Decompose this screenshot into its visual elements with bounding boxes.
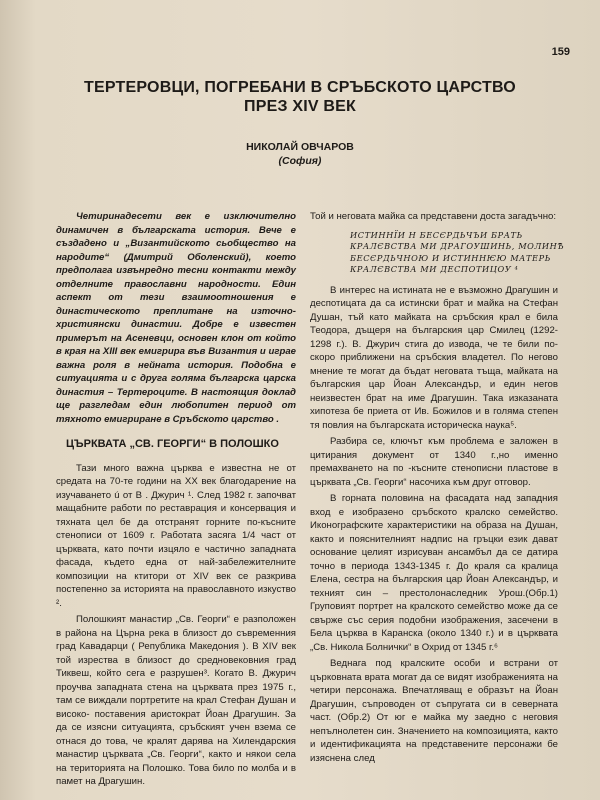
abstract: [56, 210, 296, 426]
inscription-line-2: КРАЛЄВСТВА МИ ДРАГОУШИНЬ, МОЛИНѢ: [350, 241, 565, 251]
inscription-quote: [350, 229, 565, 276]
right-paragraph-4: Веднага под кралските особи и встрани от църковната врата могат да се видят изображенията на четири персонажа. Впечатляващ е образът на Йоан Драгушин, съпроводен от съпругата си в северната част. (Обр.2) От юг е майка му заедно с неговия непълнолетен син. Значението на композицията, както и идентификацията на представените персонажи бе изяснена след: [310, 658, 558, 764]
left-paragraph-2: Полошкият манастир „Св. Георги“ е разположен в района на Църна река в близост до съвременния град Кавадарци ( Република Македония ). В XIV век той изрества в близост до средновековния град Тиквеш, който сега е разрушен³. Когато В. Джурич проучва западната стена на църквата през 1975 г., там се виждали портретите на крал Стефан Душан и високо- поставения аристократ Йоан Драгушин. За да се изясни ситуацията, сръбският учен взема се отнася до това, че кралят дарява на Хилендарския манастир църквата „Св. Георги“, както и някои села на територията на Полошко. Това било по молба и в памет на Драгушин.: [56, 614, 296, 787]
author-affiliation: (София): [278, 155, 322, 167]
right-paragraph-1: В интерес на истината не е възможно Драгушин и деспотицата да са истински брат и майка на Стефан Душан, тъй като майката на сръбския крал е била Теодора, дъщеря на българския цар Смилец (1292-1298 г.). В. Джурич стига до извода, че те били по-скоро приближени на сръбския владетел. По негово мнение те могат да бъдат неговата тъща, майката на българския цар Йоан Александър, и един негов неизвестен брат на име Драгушин. Така изказаната хипотеза бе приета от Ив. Божилов и в голяма степен тя повлия на българската историческа наука⁵.: [310, 284, 558, 431]
section-heading: ЦЪРКВАТА „СВ. ГЕОРГИ“ В ПОЛОШКО: [66, 438, 279, 450]
left-column: [56, 210, 296, 792]
inscription-line-1: ИСТИННЇИ Н БЕСЄРДЬЧЪИ БРАТЬ: [350, 229, 523, 240]
title-line-2: ПРЕЗ XIV ВЕК: [244, 98, 356, 115]
inscription-line-4: КРАЛЄВСТВА МИ ДЕСПОТИЦОУ ⁴: [350, 264, 519, 274]
left-paragraph-1: Тази много важна църква е известна не от средата на 70-те години на XX век благодарение на изучаването ú от В . Джурич ¹. След 1982 г. започват мащабните работи по реставрация и консервация и тяхната цел бе да отстранят горните по-късните стенописи от 1609 г. Работата засяга 1/4 част от църквата, като почти изцяло е частично западната фасада, където една от най-забележителните композиции на ктитори от XIV век се разкрива постепенно за историята на православното изкуство ².: [56, 462, 296, 609]
article-title: [40, 78, 560, 116]
title-line-1: ТЕРТЕРОВЦИ, ПОГРЕБАНИ В СРЪБСКОТО ЦАРСТВО: [84, 79, 516, 96]
author-block: [40, 140, 560, 168]
abstract-text: Четиринадесети век е изключително динамичен в българската история. Вече е създадено и „Византийското сьобщество на народите“ (Дмитрий Оболенский), което предполага извънредно тесни контакти между отделните православни народности. Един аспект от тези взаимоотношения е династическото преплитане на източно-християнски династии. Добре е известен примерът на Асеневци, основен клон от който в края на XIII век емигрира във Византия и играе важна роля в нейната история. Подобна е ситуацията и с друга голяма българска царска династия – Тертероците. В настоящия доклад ще разгледам един любопитен период от тяхното емигриране в Сръбското царство .: [56, 211, 296, 425]
author-name: НИКОЛАЙ ОВЧАРОВ: [246, 141, 354, 153]
right-paragraph-3: В горната половина на фасадата над западния вход е изобразено сръбското кралско семейство. Иконографските характеристики на образа на Душан, както и пояснителният надпис на гръцки език дават основание целият изрисуван ансамбъл да се датира точно в периода 1343-1345 г. До краля са кралица Елена, сестра на българския цар Йоан Александър, и техният син – престолонаследник Урош.(Обр.1) Груповият портрет на кралското семейство може да се свърже със серия подобни изображения, засечени в Бела църква в Каранска (около 1340 г.) и в църквата „Св. Никола Болнички“ в Охрид от 1345 г.⁶: [310, 493, 558, 653]
right-intro: Той и неговата майка са представени доста загадъчно:: [310, 211, 557, 222]
right-column: [310, 210, 565, 768]
inscription-line-3: БЕСЄРДЬЧНОЮ И ИСТИННѤЮ МАТЕРЬ: [350, 252, 551, 263]
page-number: 159: [551, 46, 570, 58]
right-paragraph-2: Разбира се, ключът към проблема е заложен в цитирания документ от 1340 г.,но именно премахването на по -късните стенописни пластове в църквата „Св. Георги“ насочиха към друг отговор.: [310, 436, 558, 488]
